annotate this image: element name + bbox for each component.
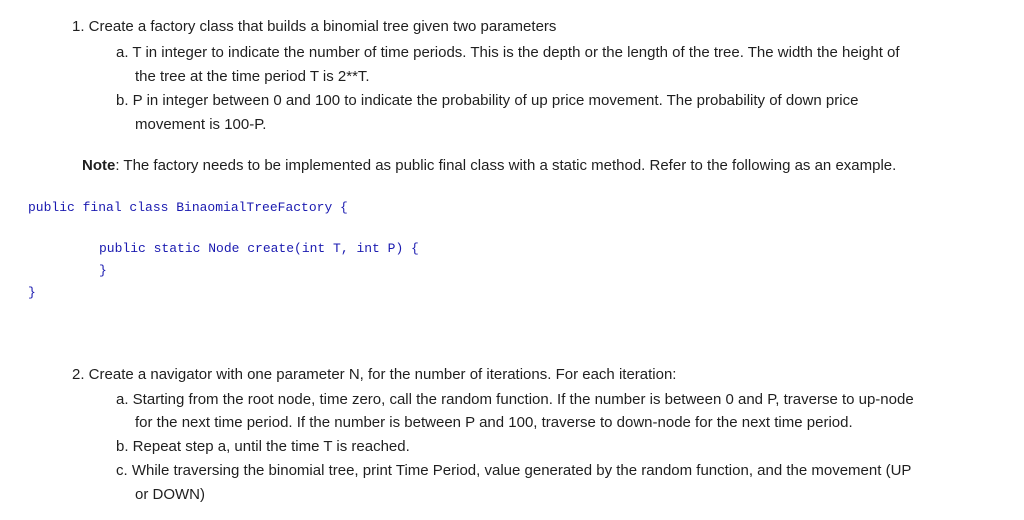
- note-text: : The factory needs to be implemented as public final class with a static method. Refer to the following as an example.: [115, 157, 897, 174]
- code-class-declaration: public final class BinaomialTreeFactory {: [28, 200, 348, 215]
- code-method-close-brace: }: [99, 263, 107, 278]
- note-label: Note: [82, 157, 116, 174]
- code-method-declaration: public static Node create(int T, int P) {: [99, 241, 419, 256]
- item2-a-line2: for the next time period. If the number is between P and 100, traverse to down-node for the next time period.: [135, 414, 853, 431]
- item2-heading: 2. Create a navigator with one parameter N, for the number of iterations. For each iteration:: [72, 366, 677, 383]
- item1-a-line2: the tree at the time period T is 2**T.: [135, 68, 370, 85]
- item1-b-line2: movement is 100-P.: [135, 116, 267, 133]
- item2-a-line1: a. Starting from the root node, time zero, call the random function. If the number is between 0 and P, traverse to up-node: [116, 391, 914, 408]
- item1-a-line1: a. T in integer to indicate the number of time periods. This is the depth or the length of the tree. The width the height of: [116, 44, 900, 61]
- item2-b-line1: b. Repeat step a, until the time T is reached.: [116, 438, 410, 455]
- code-class-close-brace: }: [28, 285, 36, 300]
- item1-b-line1: b. P in integer between 0 and 100 to indicate the probability of up price movement. The probability of down price: [116, 92, 859, 109]
- item2-c-line2: or DOWN): [135, 486, 205, 503]
- item2-c-line1: c. While traversing the binomial tree, print Time Period, value generated by the random function, and the movement (UP: [116, 462, 912, 479]
- item1-heading: 1. Create a factory class that builds a binomial tree given two parameters: [72, 18, 557, 35]
- note-paragraph: [82, 157, 896, 175]
